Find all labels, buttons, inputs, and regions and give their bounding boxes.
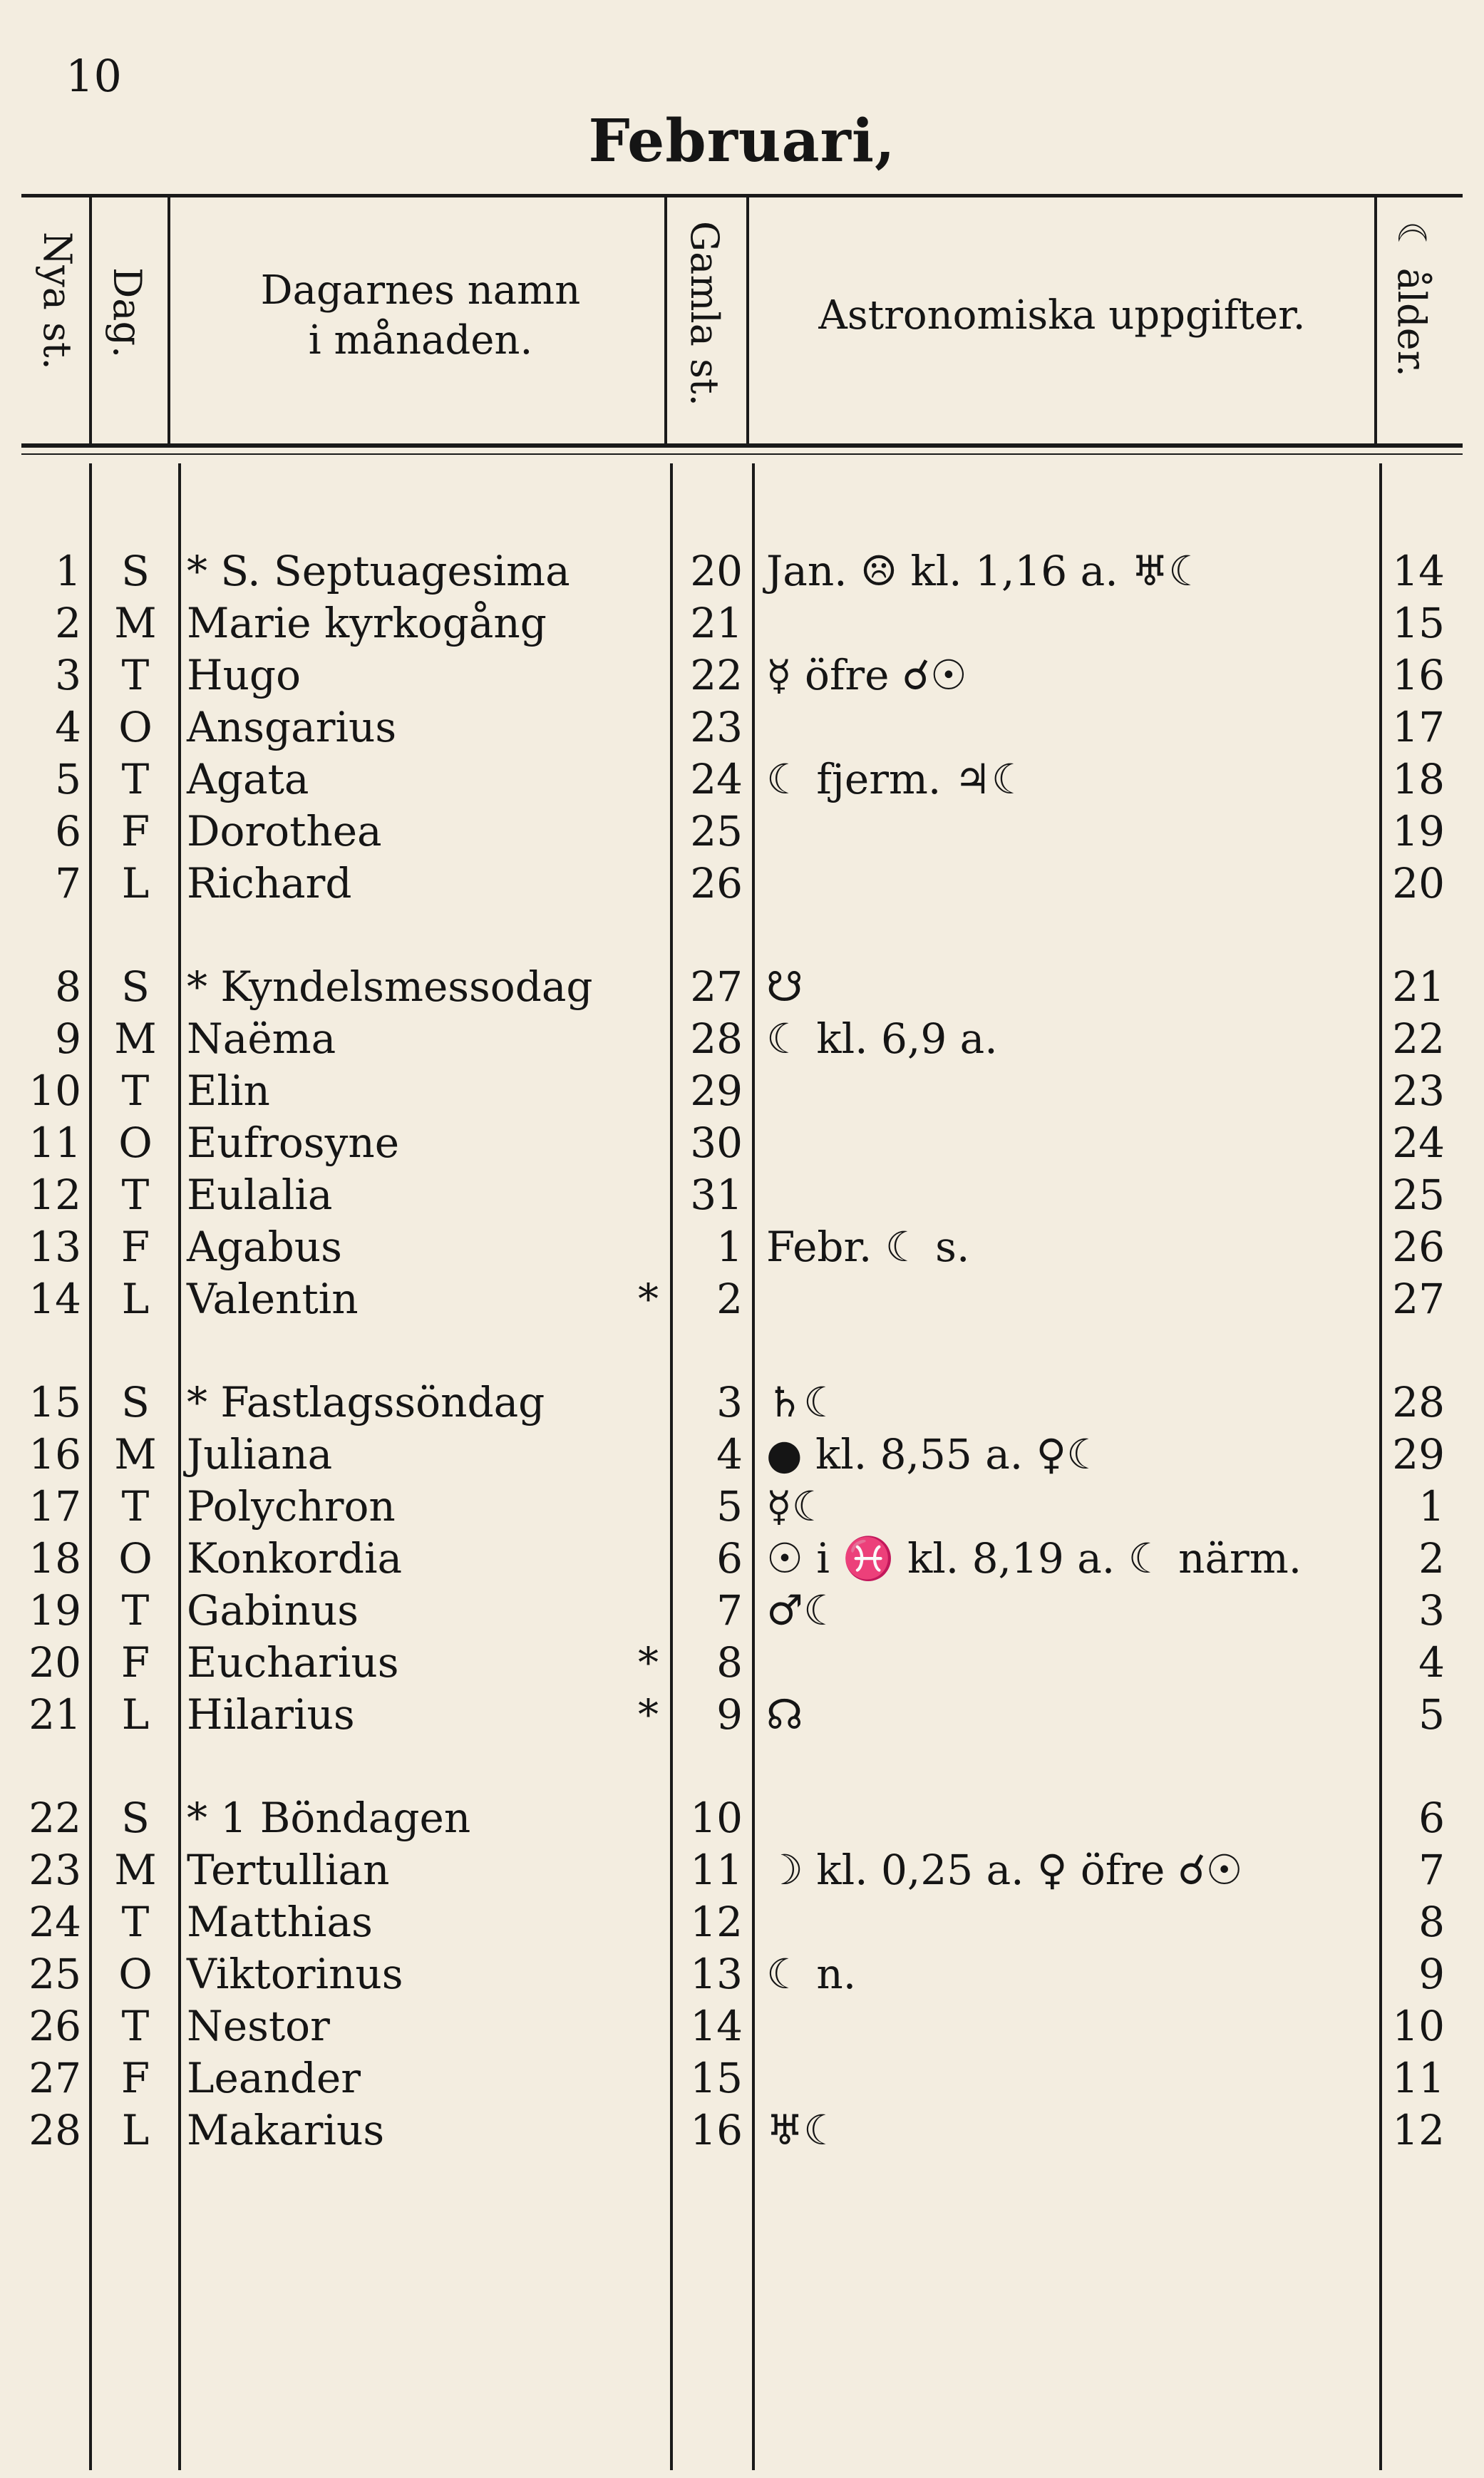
moon-age: 14 (1392, 547, 1445, 595)
table-row (0, 545, 1484, 597)
nya-day-number: 3 (55, 651, 81, 699)
weekday-letter: M (114, 1430, 157, 1479)
weekday-letter: F (120, 1223, 150, 1271)
moon-age: 17 (1392, 703, 1445, 751)
astronomical-note: ☽ kl. 0,25 a. ♀ öfre ☌☉ (766, 1846, 1243, 1894)
old-style-day-number: 31 (690, 1171, 743, 1219)
nya-day-number: 2 (55, 599, 81, 647)
column-divider (664, 196, 667, 447)
old-style-day-number: 22 (690, 651, 743, 699)
header-bottom-rule-thin (21, 453, 1463, 455)
table-row (0, 1273, 1484, 1325)
header-astronomy: Astronomiska uppgifter. (818, 292, 1306, 339)
table-row (0, 2052, 1484, 2104)
table-row (0, 1792, 1484, 1844)
old-style-day-number: 25 (690, 807, 743, 855)
table-row (0, 1533, 1484, 1585)
nya-day-number: 24 (29, 1898, 81, 1946)
table-row (0, 1429, 1484, 1481)
weekday-letter: F (120, 1638, 150, 1687)
weekday-letter: O (118, 1950, 153, 1998)
weekday-letter: T (121, 2002, 150, 2050)
moon-age: 22 (1392, 1014, 1445, 1063)
old-style-day-number: 28 (690, 1014, 743, 1063)
day-name: Naëma (187, 1014, 336, 1063)
table-row (0, 754, 1484, 806)
nya-day-number: 20 (29, 1638, 81, 1687)
column-divider (746, 196, 749, 447)
header-bottom-rule (21, 443, 1463, 448)
table-row (0, 1896, 1484, 1948)
nya-day-number: 16 (29, 1430, 81, 1479)
table-row (0, 2000, 1484, 2052)
astronomical-note: ☾ kl. 6,9 a. (766, 1014, 998, 1063)
page-number: 10 (66, 50, 122, 102)
weekday-letter: M (114, 1014, 157, 1063)
day-name: Ansgarius (187, 703, 397, 751)
day-name: * Kyndelsmessodag (187, 962, 593, 1011)
day-name: Hilarius (187, 1690, 355, 1739)
astronomical-note: ● kl. 8,55 a. ♀☾ (766, 1430, 1104, 1479)
weekday-letter: M (114, 1846, 157, 1894)
weekday-letter: T (121, 1066, 150, 1115)
day-name: Gabinus (187, 1586, 359, 1635)
column-divider (1374, 196, 1377, 447)
old-style-day-number: 13 (690, 1950, 743, 1998)
old-style-day-number: 1 (716, 1223, 743, 1271)
nya-day-number: 12 (29, 1171, 81, 1219)
weekday-letter: F (120, 807, 150, 855)
moon-age: 5 (1418, 1690, 1445, 1739)
moon-age: 25 (1392, 1171, 1445, 1219)
header-top-rule (21, 194, 1463, 197)
weekday-letter: T (121, 755, 150, 803)
table-row (0, 1844, 1484, 1896)
old-style-day-number: 7 (716, 1586, 743, 1635)
moon-age: 21 (1392, 962, 1445, 1011)
astronomical-note: Jan. ☹ kl. 1,16 a. ♅☾ (766, 547, 1206, 595)
old-style-day-number: 24 (690, 755, 743, 803)
old-style-day-number: 3 (716, 1378, 743, 1426)
star-mark: * (638, 1690, 659, 1739)
day-name: * S. Septuagesima (187, 547, 570, 595)
moon-age: 24 (1392, 1119, 1445, 1167)
weekday-letter: F (120, 2054, 150, 2102)
nya-day-number: 19 (29, 1586, 81, 1635)
table-row (0, 1948, 1484, 2000)
astronomical-note: ☿☾ (766, 1482, 829, 1531)
weekday-letter: L (121, 1690, 150, 1739)
header-dag: Dag. (105, 267, 150, 359)
header-nya-st: Nya st. (35, 232, 80, 370)
day-name: Nestor (187, 2002, 330, 2050)
nya-day-number: 18 (29, 1534, 81, 1583)
nya-day-number: 10 (29, 1066, 81, 1115)
table-row (0, 1221, 1484, 1273)
astronomical-note: ☾ n. (766, 1950, 857, 1998)
nya-day-number: 1 (55, 547, 81, 595)
nya-day-number: 8 (55, 962, 81, 1011)
moon-age: 15 (1392, 599, 1445, 647)
old-style-day-number: 11 (690, 1846, 743, 1894)
star-mark: * (638, 1275, 659, 1323)
table-row (0, 1637, 1484, 1689)
nya-day-number: 4 (55, 703, 81, 751)
day-name: Hugo (187, 651, 301, 699)
day-name: Matthias (187, 1898, 373, 1946)
weekday-letter: T (121, 1898, 150, 1946)
moon-age: 6 (1418, 1794, 1445, 1842)
day-name: Tertullian (187, 1846, 390, 1894)
day-name: Viktorinus (187, 1950, 403, 1998)
weekday-letter: T (121, 1171, 150, 1219)
astronomical-note: ☿ öfre ☌☉ (766, 651, 967, 699)
header-name-line1: Dagarnes namn (260, 267, 581, 314)
nya-day-number: 28 (29, 2106, 81, 2154)
table-row (0, 649, 1484, 701)
table-row (0, 1585, 1484, 1637)
day-name: Polychron (187, 1482, 396, 1531)
moon-age: 9 (1418, 1950, 1445, 1998)
column-divider (89, 196, 92, 447)
day-name: Eucharius (187, 1638, 399, 1687)
nya-day-number: 6 (55, 807, 81, 855)
moon-age: 12 (1392, 2106, 1445, 2154)
weekday-letter: S (121, 962, 150, 1011)
nya-day-number: 15 (29, 1378, 81, 1426)
astronomical-note: ☊ (766, 1690, 803, 1739)
nya-day-number: 9 (55, 1014, 81, 1063)
old-style-day-number: 30 (690, 1119, 743, 1167)
weekday-letter: S (121, 1794, 150, 1842)
old-style-day-number: 21 (690, 599, 743, 647)
day-name: Dorothea (187, 807, 382, 855)
nya-day-number: 7 (55, 859, 81, 908)
day-name: Valentin (187, 1275, 359, 1323)
nya-day-number: 23 (29, 1846, 81, 1894)
weekday-letter: O (118, 703, 153, 751)
nya-day-number: 13 (29, 1223, 81, 1271)
moon-age: 11 (1392, 2054, 1445, 2102)
header-name-line2: i månaden. (308, 317, 533, 364)
table-row (0, 2104, 1484, 2156)
table-row (0, 1377, 1484, 1429)
table-row (0, 1013, 1484, 1065)
old-style-day-number: 4 (716, 1430, 743, 1479)
old-style-day-number: 9 (716, 1690, 743, 1739)
table-row (0, 858, 1484, 910)
old-style-day-number: 5 (716, 1482, 743, 1531)
astronomical-note: ♄☾ (766, 1378, 840, 1426)
nya-day-number: 11 (29, 1119, 81, 1167)
day-name: Marie kyrkogång (187, 599, 547, 647)
moon-age: 7 (1418, 1846, 1445, 1894)
moon-age: 28 (1392, 1378, 1445, 1426)
header-moon-age: ☾ ålder. (1389, 221, 1434, 377)
nya-day-number: 25 (29, 1950, 81, 1998)
table-row (0, 1169, 1484, 1221)
day-name: Elin (187, 1066, 270, 1115)
nya-day-number: 22 (29, 1794, 81, 1842)
old-style-day-number: 20 (690, 547, 743, 595)
moon-age: 18 (1392, 755, 1445, 803)
column-divider (168, 196, 170, 447)
moon-age: 20 (1392, 859, 1445, 908)
day-name: Makarius (187, 2106, 385, 2154)
old-style-day-number: 27 (690, 962, 743, 1011)
nya-day-number: 21 (29, 1690, 81, 1739)
moon-age: 27 (1392, 1275, 1445, 1323)
nya-day-number: 17 (29, 1482, 81, 1531)
day-name: * 1 Böndagen (187, 1794, 471, 1842)
table-row (0, 806, 1484, 858)
moon-age: 2 (1418, 1534, 1445, 1583)
astronomical-note: Febr. ☾ s. (766, 1223, 970, 1271)
weekday-letter: T (121, 1482, 150, 1531)
header-gamla-st: Gamla st. (682, 221, 727, 406)
day-name: Konkordia (187, 1534, 403, 1583)
nya-day-number: 5 (55, 755, 81, 803)
table-row (0, 1117, 1484, 1169)
old-style-day-number: 2 (716, 1275, 743, 1323)
table-row (0, 1481, 1484, 1533)
nya-day-number: 27 (29, 2054, 81, 2102)
old-style-day-number: 16 (690, 2106, 743, 2154)
table-row (0, 701, 1484, 754)
weekday-letter: O (118, 1119, 153, 1167)
old-style-day-number: 14 (690, 2002, 743, 2050)
astronomical-note: ☋ (766, 962, 803, 1011)
moon-age: 19 (1392, 807, 1445, 855)
day-name: Eulalia (187, 1171, 333, 1219)
old-style-day-number: 29 (690, 1066, 743, 1115)
day-name: Leander (187, 2054, 361, 2102)
weekday-letter: L (121, 1275, 150, 1323)
astronomical-note: ♂☾ (766, 1586, 840, 1635)
weekday-letter: T (121, 1586, 150, 1635)
day-name: Agata (187, 755, 309, 803)
moon-age: 23 (1392, 1066, 1445, 1115)
moon-age: 3 (1418, 1586, 1445, 1635)
weekday-letter: L (121, 859, 150, 908)
astronomical-note: ♅☾ (766, 2106, 840, 2154)
table-row (0, 1065, 1484, 1117)
day-name: * Fastlagssöndag (187, 1378, 545, 1426)
old-style-day-number: 15 (690, 2054, 743, 2102)
page-title: Februari, (588, 107, 896, 175)
moon-age: 8 (1418, 1898, 1445, 1946)
old-style-day-number: 12 (690, 1898, 743, 1946)
weekday-letter: T (121, 651, 150, 699)
astronomical-note: ☾ fjerm. ♃☾ (766, 755, 1029, 803)
moon-age: 16 (1392, 651, 1445, 699)
old-style-day-number: 10 (690, 1794, 743, 1842)
old-style-day-number: 26 (690, 859, 743, 908)
day-name: Juliana (187, 1430, 333, 1479)
nya-day-number: 14 (29, 1275, 81, 1323)
old-style-day-number: 23 (690, 703, 743, 751)
weekday-letter: M (114, 599, 157, 647)
nya-day-number: 26 (29, 2002, 81, 2050)
weekday-letter: S (121, 547, 150, 595)
weekday-letter: S (121, 1378, 150, 1426)
day-name: Richard (187, 859, 352, 908)
moon-age: 29 (1392, 1430, 1445, 1479)
weekday-letter: O (118, 1534, 153, 1583)
table-row (0, 961, 1484, 1013)
old-style-day-number: 6 (716, 1534, 743, 1583)
day-name: Agabus (187, 1223, 342, 1271)
star-mark: * (638, 1638, 659, 1687)
moon-age: 4 (1418, 1638, 1445, 1687)
moon-age: 26 (1392, 1223, 1445, 1271)
astronomical-note: ☉ i ♓ kl. 8,19 a. ☾ närm. (766, 1534, 1302, 1583)
moon-age: 10 (1392, 2002, 1445, 2050)
day-name: Eufrosyne (187, 1119, 400, 1167)
table-row (0, 1689, 1484, 1741)
table-row (0, 597, 1484, 649)
old-style-day-number: 8 (716, 1638, 743, 1687)
weekday-letter: L (121, 2106, 150, 2154)
moon-age: 1 (1418, 1482, 1445, 1531)
